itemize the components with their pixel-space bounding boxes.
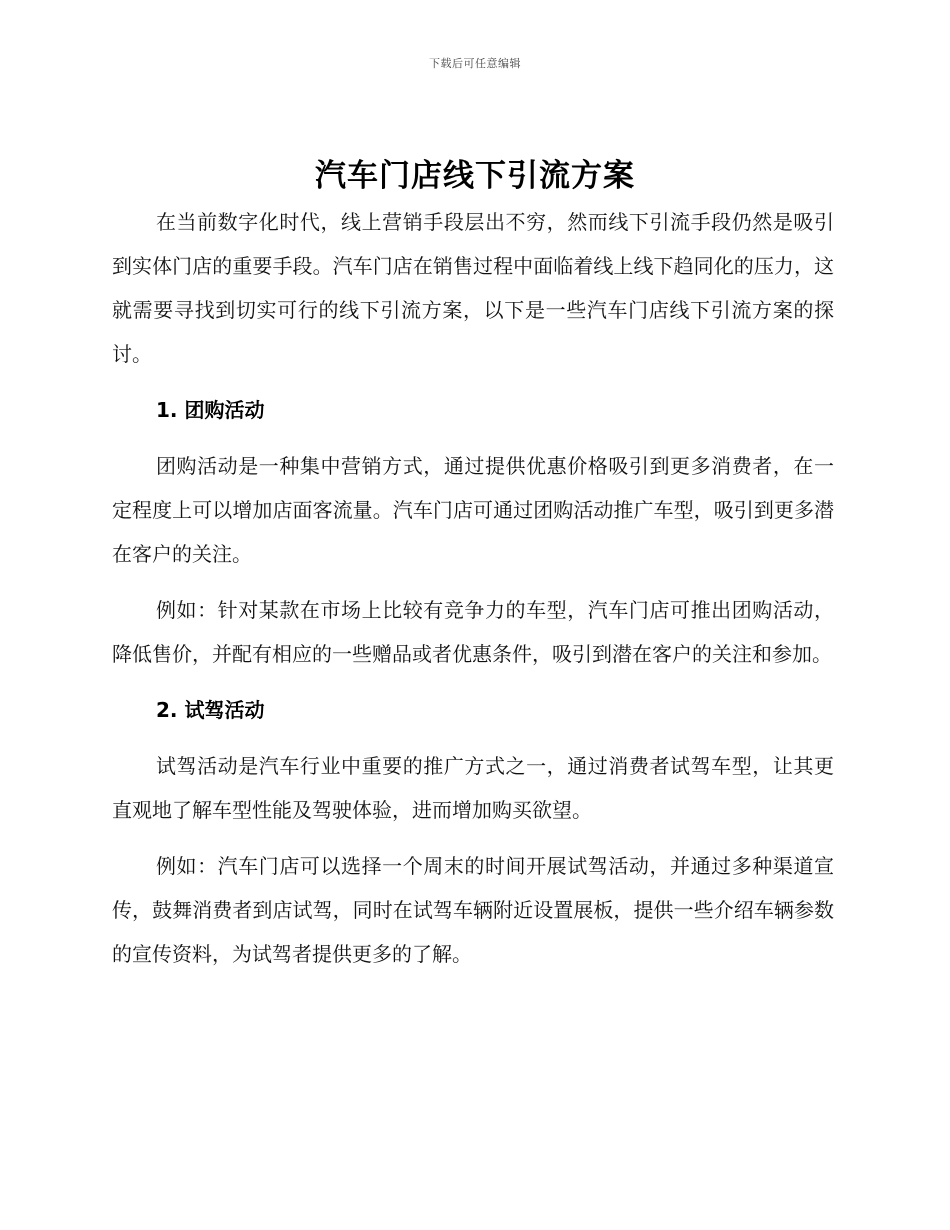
section-heading-test-drive: 2. 试驾活动	[156, 698, 265, 722]
group-buy-paragraph: 团购活动是一种集中营销方式，通过提供优惠价格吸引到更多消费者，在一定程度上可以增加店面客流量。汽车门店可通过团购活动推广车型，吸引到更多潜在客户的关注。	[112, 454, 834, 566]
test-drive-paragraph: 试驾活动是汽车行业中重要的推广方式之一，通过消费者试驾车型，让其更直观地了解车型性能及驾驶体验，进而增加购买欲望。	[112, 754, 834, 822]
header-note: 下载后可任意编辑	[429, 57, 521, 70]
test-drive-example-paragraph: 例如：汽车门店可以选择一个周末的时间开展试驾活动，并通过多种渠道宣传，鼓舞消费者到店试驾，同时在试驾车辆附近设置展板，提供一些介绍车辆参数的宣传资料，为试驾者提供更多的了解。	[112, 854, 834, 966]
group-buy-example-paragraph: 例如：针对某款在市场上比较有竞争力的车型，汽车门店可推出团购活动，降低售价，并配有相应的一些赠品或者优惠条件，吸引到潜在客户的关注和参加。	[112, 598, 834, 666]
page-title: 汽车门店线下引流方案	[315, 158, 635, 194]
intro-paragraph: 在当前数字化时代，线上营销手段层出不穷，然而线下引流手段仍然是吸引到实体门店的重要手段。汽车门店在销售过程中面临着线上线下趋同化的压力，这就需要寻找到切实可行的线下引流方案，以下是一些汽车门店线下引流方案的探讨。	[112, 210, 834, 366]
document-body	[112, 200, 834, 988]
section-heading-group-buy: 1. 团购活动	[156, 398, 265, 422]
